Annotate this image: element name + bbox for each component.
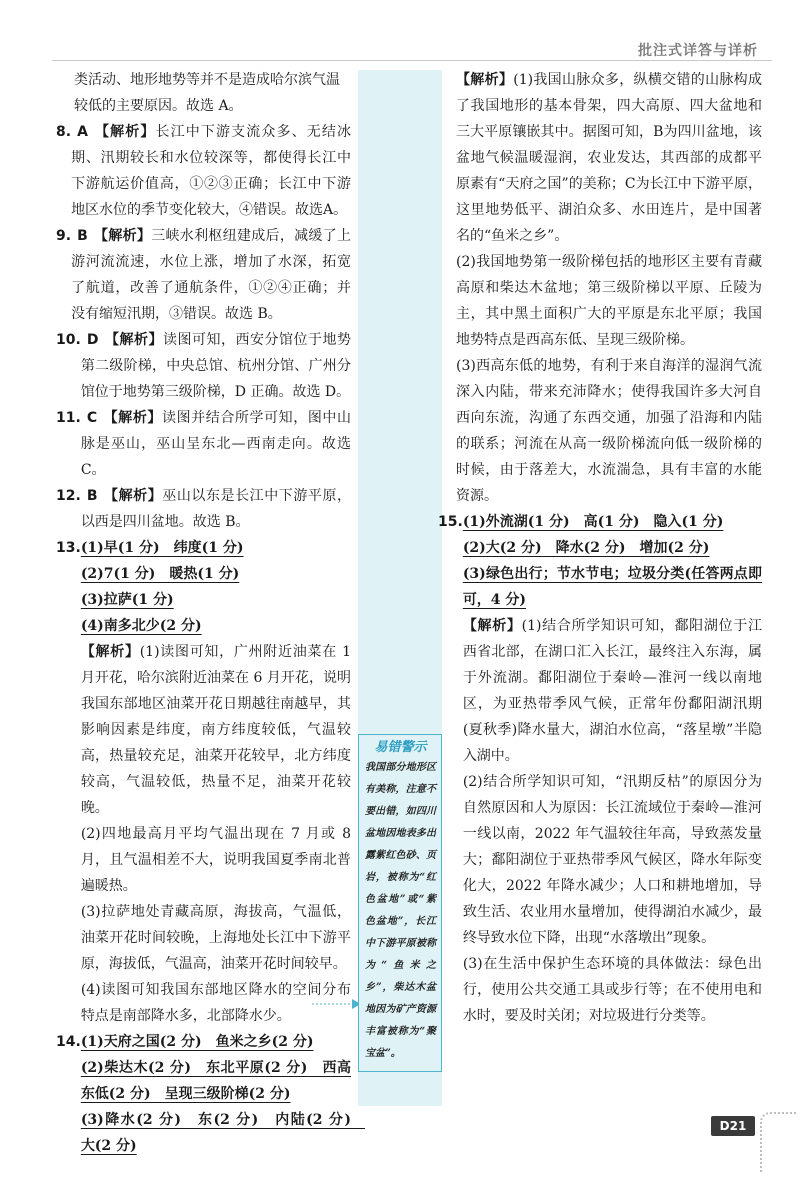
question-number: 14. xyxy=(56,1034,81,1050)
page-corner-decoration xyxy=(760,1112,796,1172)
pointer-arrow-icon xyxy=(312,998,362,1010)
header-divider xyxy=(52,60,772,61)
analysis-para-4: (4)读图可知我国东部地区降水的空间分布特点是南部降水多，北部降水少。 xyxy=(80,982,351,1024)
answer-line-2: (2)柴达木(2 分) 东北平原(2 分) 西高东低(2 分) 呈现三级阶梯(2 分) xyxy=(80,1060,351,1102)
question-number: 8. xyxy=(56,124,72,140)
analysis-para-3: (3)西高东低的地势，有利于来自海洋的湿润气流深入内陆，带来充沛降水；使得我国许多大河自西向东流，沟通了东西交通，加强了沿海和内陆的联系；河流在从高一级阶梯流向低一级阶梯的时候，由于落差大，水流湍急，具有丰富的水能资源。 xyxy=(456,358,762,504)
analysis-text: 三峡水利枢纽建成后，减缓了上游河流流速，水位上涨，增加了水深，拓宽了航道，改善了通航条件，①②④正确；并没有缩短汛期，③错误。故选 B。 xyxy=(71,228,352,322)
question-number: 13. xyxy=(56,540,81,556)
answer-letter: B xyxy=(86,488,98,504)
analysis-text: 长江中下游支流众多、无结冰期、汛期较长和水位较深等，都使得长江中下游航运价值高，①②③正确；长江中下游地区水位的季节变化较大，④错误。故选A。 xyxy=(71,124,352,218)
question-9 xyxy=(56,223,351,327)
analysis-tag: 【解析】 xyxy=(93,124,156,140)
answer-letter: B xyxy=(77,228,88,244)
answer-line-3: (3)降水(2 分) 东(2 分) 内陆(2 分) 大(2 分) xyxy=(80,1112,365,1154)
question-number: 9. xyxy=(56,228,72,244)
question-14 xyxy=(56,1029,365,1159)
question-number: 15. xyxy=(438,514,463,530)
question-8 xyxy=(56,119,351,223)
left-column xyxy=(56,67,365,1159)
question-11 xyxy=(56,405,351,483)
analysis-para-2: (2)四地最高月平均气温出现在 7 月或 8 月，且气温相差不大，说明我国夏季南北普遍暖热。 xyxy=(80,826,351,894)
question-number: 11. xyxy=(56,410,81,426)
error-warning-box xyxy=(358,734,442,1072)
question-number: 12. xyxy=(56,488,81,504)
answer-line-2: (2)7(1 分) 暖热(1 分) xyxy=(80,566,240,582)
answer-letter: D xyxy=(86,332,99,348)
analysis-text: 读图并结合所学可知，图中山脉是巫山，巫山呈东北—西南走向。故选 C。 xyxy=(80,410,352,478)
answer-line-2: (2)大(2 分) 降水(2 分) 增加(2 分) xyxy=(462,540,710,556)
analysis-para-1: (1)读图可知，广州附近油菜在 1 月开花，哈尔滨附近油菜在 6 月开花，说明我国东部地区油菜开花日期越往南越早，其影响因素是纬度，南方纬度较低，气温较高，热量较充足，油菜开花较早，北方纬度较高，气温较低，热量不足，油菜开花较晚。 xyxy=(80,644,351,816)
question-13 xyxy=(56,535,351,1029)
question-10 xyxy=(56,327,351,405)
answer-letter: A xyxy=(77,124,88,140)
intro-line-2: 较低的主要原因。故选 A。 xyxy=(74,98,243,114)
analysis-text: 巫山以东是长江中下游平原，以西是四川盆地。故选 B。 xyxy=(80,488,352,530)
question-number: 10. xyxy=(56,332,81,348)
analysis-tag: 【解析】 xyxy=(456,72,514,88)
analysis-para-1: (1)我国山脉众多，纵横交错的山脉构成了我国地形的基本骨架，四大高原、四大盆地和三大平原镶嵌其中。据图可知，B为四川盆地，该盆地气候温暖湿润，农业发达，其西部的成都平原素有“天府之国”的美称；C为长江中下游平原，这里地势低平、湖泊众多、水田连片，是中国著名的“鱼米之乡”。 xyxy=(456,72,762,244)
analysis-para-2: (2)结合所学知识可知，“汛期反枯”的原因分为自然原因和人为原因：长江流域位于秦岭—淮河一线以南，2022 年气温较往年高，导致蒸发量大；鄱阳湖位于亚热带季风气候区，降水年际变化大，2022 年降水减少；人口和耕地增加，导致生活、农业用水量增加，使得湖泊水减少，最终导致水位下降，出现“水落墩出”现象。 xyxy=(462,774,762,946)
analysis-para-3: (3)在生活中保护生态环境的具体做法：绿色出行，使用公共交通工具或步行等；在不使用电和水时，要及时关闭；对垃圾进行分类等。 xyxy=(462,956,762,1024)
right-column xyxy=(438,67,762,1029)
tip-text: 我国部分地形区有美称，注意不要出错，如四川盆地因地表多出露紫红色砂、页岩，被称为“红色盆地”或“紫色盆地”，长江中下游平原被称为“鱼米之乡”，柴达木盆地因为矿产资源丰富被称为“聚宝盆”。 xyxy=(365,762,436,1059)
analysis-para-1: (1)结合所学知识可知，鄱阳湖位于江西省北部，在湖口汇入长江，最终注入东海，属于外流湖。鄱阳湖位于秦岭—淮河一线以南地区，为亚热带季风气候，正常年份鄱阳湖汛期(夏秋季)降水量大，湖泊水位高，“落星墩”半隐入湖中。 xyxy=(462,618,762,764)
analysis-tag: 【解析】 xyxy=(103,410,163,426)
answer-line-4: (4)南多北少(2 分) xyxy=(80,618,202,634)
analysis-para-2: (2)我国地势第一级阶梯包括的地形区主要有青藏高原和柴达木盆地；第三级阶梯以平原、丘陵为主，其中黑土面积广大的平原是东北平原；我国地势特点是西高东低、呈现三级阶梯。 xyxy=(456,254,762,348)
analysis-tag: 【解析】 xyxy=(103,488,163,504)
intro-line-1: 类活动、地形地势等并不是造成哈尔滨气温 xyxy=(74,72,340,88)
analysis-tag: 【解析】 xyxy=(104,332,163,348)
answer-line-1: (1)外流湖(1 分) 高(1 分) 隐入(1 分) xyxy=(462,514,724,530)
header-title: 批注式详答与详析 xyxy=(638,43,758,59)
question-12 xyxy=(56,483,351,535)
analysis-tag: 【解析】 xyxy=(462,618,522,634)
answer-line-3: (3)拉萨(1 分) xyxy=(80,592,174,608)
answer-line-3: (3)绿色出行；节水节电；垃圾分类(任答两点即可，4 分) xyxy=(462,566,762,608)
question-15 xyxy=(438,509,762,1029)
answer-line-1: (1)早(1 分) 纬度(1 分) xyxy=(80,540,244,556)
answer-letter: C xyxy=(86,410,98,426)
analysis-para-3: (3)拉萨地处青藏高原，海拔高，气温低，油菜开花时间较晚，上海地处长江中下游平原，海拔低，气温高，油菜开花时间较早。 xyxy=(80,904,351,972)
tip-title: 易错警示 xyxy=(374,740,427,755)
page-number-badge: D21 xyxy=(711,1116,755,1136)
analysis-text: 读图可知，西安分馆位于地势第二级阶梯，中央总馆、杭州分馆、广州分馆位于地势第三级阶梯，D 正确。故选 D。 xyxy=(80,332,352,400)
answer-line-1: (1)天府之国(2 分) 鱼米之乡(2 分) xyxy=(80,1034,314,1050)
analysis-tag: 【解析】 xyxy=(80,644,140,660)
analysis-tag: 【解析】 xyxy=(93,228,152,244)
